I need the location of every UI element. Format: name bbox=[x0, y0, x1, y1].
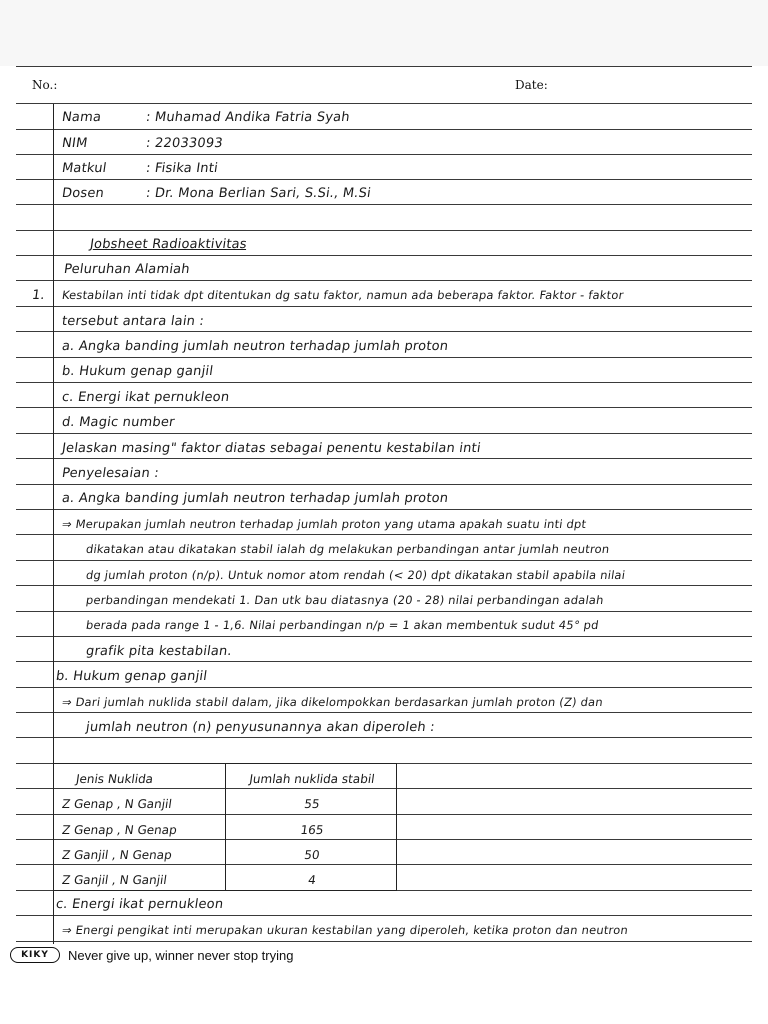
rule-line bbox=[16, 661, 752, 662]
solution-a-line: perbandingan mendekati 1. Dan utk bau diatasnya (20 - 28) nilai perbandingan adalah bbox=[85, 593, 605, 607]
solution-a-line: dg jumlah proton (n/p). Untuk nomor atom rendah (< 20) dpt dikatakan stabil apabila nilai bbox=[85, 568, 627, 582]
rule-line bbox=[16, 255, 752, 256]
identity-label-nim: NIM bbox=[60, 136, 89, 151]
question-line-2: tersebut antara lain : bbox=[60, 314, 206, 329]
table-cell-type: Z Genap , N Genap bbox=[61, 823, 178, 837]
rule-line bbox=[16, 737, 752, 738]
rule-line bbox=[16, 534, 752, 535]
solution-a-line: berada pada range 1 - 1,6. Nilai perbandingan n/p = 1 akan membentuk sudut 45° pd bbox=[85, 618, 600, 632]
rule-line bbox=[16, 306, 752, 307]
question-item-a: a. Angka banding jumlah neutron terhadap jumlah proton bbox=[60, 339, 450, 354]
no-label: No.: bbox=[32, 78, 58, 92]
nuclide-table bbox=[53, 763, 397, 891]
rule-line bbox=[16, 636, 752, 637]
rule-line bbox=[16, 484, 752, 485]
rule-line bbox=[16, 230, 752, 231]
rule-line bbox=[16, 331, 752, 332]
rule-line bbox=[16, 458, 752, 459]
solution-a-line: ⇒ Merupakan jumlah neutron terhadap jumlah proton yang utama apakah suatu inti dpt bbox=[61, 517, 588, 531]
identity-value-lecturer: : Dr. Mona Berlian Sari, S.Si., M.Si bbox=[144, 186, 372, 201]
solution-heading: Penyelesaian : bbox=[60, 466, 160, 481]
rule-line bbox=[16, 509, 752, 510]
question-number: 1. bbox=[30, 288, 46, 303]
question-line-1: Kestabilan inti tidak dpt ditentukan dg satu faktor, namun ada beberapa faktor. Faktor - faktor bbox=[61, 288, 625, 302]
identity-label-name: Nama bbox=[60, 110, 103, 125]
rule-line bbox=[16, 382, 752, 383]
page-footer bbox=[10, 946, 293, 964]
rule-line bbox=[16, 66, 752, 67]
rule-line bbox=[16, 103, 752, 104]
table-cell-count: 4 bbox=[307, 873, 317, 887]
question-item-d: d. Magic number bbox=[60, 415, 176, 430]
rule-line bbox=[16, 179, 752, 180]
identity-label-lecturer: Dosen bbox=[60, 186, 106, 201]
solution-b-line: ⇒ Dari jumlah nuklida stabil dalam, jika dikelompokkan berdasarkan jumlah proton (Z) dan bbox=[61, 695, 604, 709]
question-item-b: b. Hukum genap ganjil bbox=[60, 364, 215, 379]
table-cell-type: Z Genap , N Ganjil bbox=[61, 797, 173, 811]
rule-line bbox=[16, 712, 752, 713]
table-cell-type: Z Ganjil , N Genap bbox=[61, 848, 173, 862]
question-item-c: c. Energi ikat pernukleon bbox=[60, 390, 231, 405]
solution-b-title: b. Hukum genap ganjil bbox=[54, 669, 209, 684]
solution-a-title: a. Angka banding jumlah neutron terhadap jumlah proton bbox=[60, 491, 450, 506]
rule-line bbox=[16, 560, 752, 561]
page-subtitle: Peluruhan Alamiah bbox=[62, 262, 191, 277]
rule-line bbox=[16, 280, 752, 281]
rule-line bbox=[16, 204, 752, 205]
page-title: Jobsheet Radioaktivitas bbox=[88, 237, 248, 252]
identity-value-course: : Fisika Inti bbox=[144, 161, 219, 176]
rule-line bbox=[16, 357, 752, 358]
identity-value-name: : Muhamad Andika Fatria Syah bbox=[144, 110, 351, 125]
rule-line bbox=[16, 129, 752, 130]
identity-label-course: Matkul bbox=[60, 161, 108, 176]
rule-line bbox=[16, 915, 752, 916]
date-label: Date: bbox=[515, 78, 548, 92]
rule-line bbox=[16, 941, 752, 942]
solution-c-title: c. Energi ikat pernukleon bbox=[54, 897, 225, 912]
solution-b-line: jumlah neutron (n) penyusunannya akan diperoleh : bbox=[84, 720, 436, 735]
solution-a-line: dikatakan atau dikatakan stabil ialah dg melakukan perbandingan antar jumlah neutron bbox=[85, 542, 611, 556]
rule-line bbox=[16, 687, 752, 688]
rule-line bbox=[16, 433, 752, 434]
solution-a-line: grafik pita kestabilan. bbox=[84, 644, 233, 659]
table-header-type: Jenis Nuklida bbox=[75, 772, 155, 786]
table-header-count: Jumlah nuklida stabil bbox=[248, 772, 376, 786]
page-top-margin bbox=[0, 0, 768, 66]
table-cell-count: 50 bbox=[303, 848, 321, 862]
question-instruction: Jelaskan masing" faktor diatas sebagai penentu kestabilan inti bbox=[60, 441, 482, 456]
table-cell-count: 165 bbox=[299, 823, 325, 837]
footer-motto: Never give up, winner never stop trying bbox=[68, 947, 294, 963]
brand-logo: KIKY bbox=[10, 947, 60, 963]
rule-line bbox=[16, 611, 752, 612]
table-cell-type: Z Ganjil , N Ganjil bbox=[61, 873, 168, 887]
rule-line bbox=[16, 154, 752, 155]
table-cell-count: 55 bbox=[303, 797, 321, 811]
rule-line bbox=[16, 407, 752, 408]
identity-value-nim: : 22033093 bbox=[144, 136, 224, 151]
solution-c-line: ⇒ Energi pengikat inti merupakan ukuran kestabilan yang diperoleh, ketika proton dan neutron bbox=[61, 923, 629, 937]
rule-line bbox=[16, 585, 752, 586]
